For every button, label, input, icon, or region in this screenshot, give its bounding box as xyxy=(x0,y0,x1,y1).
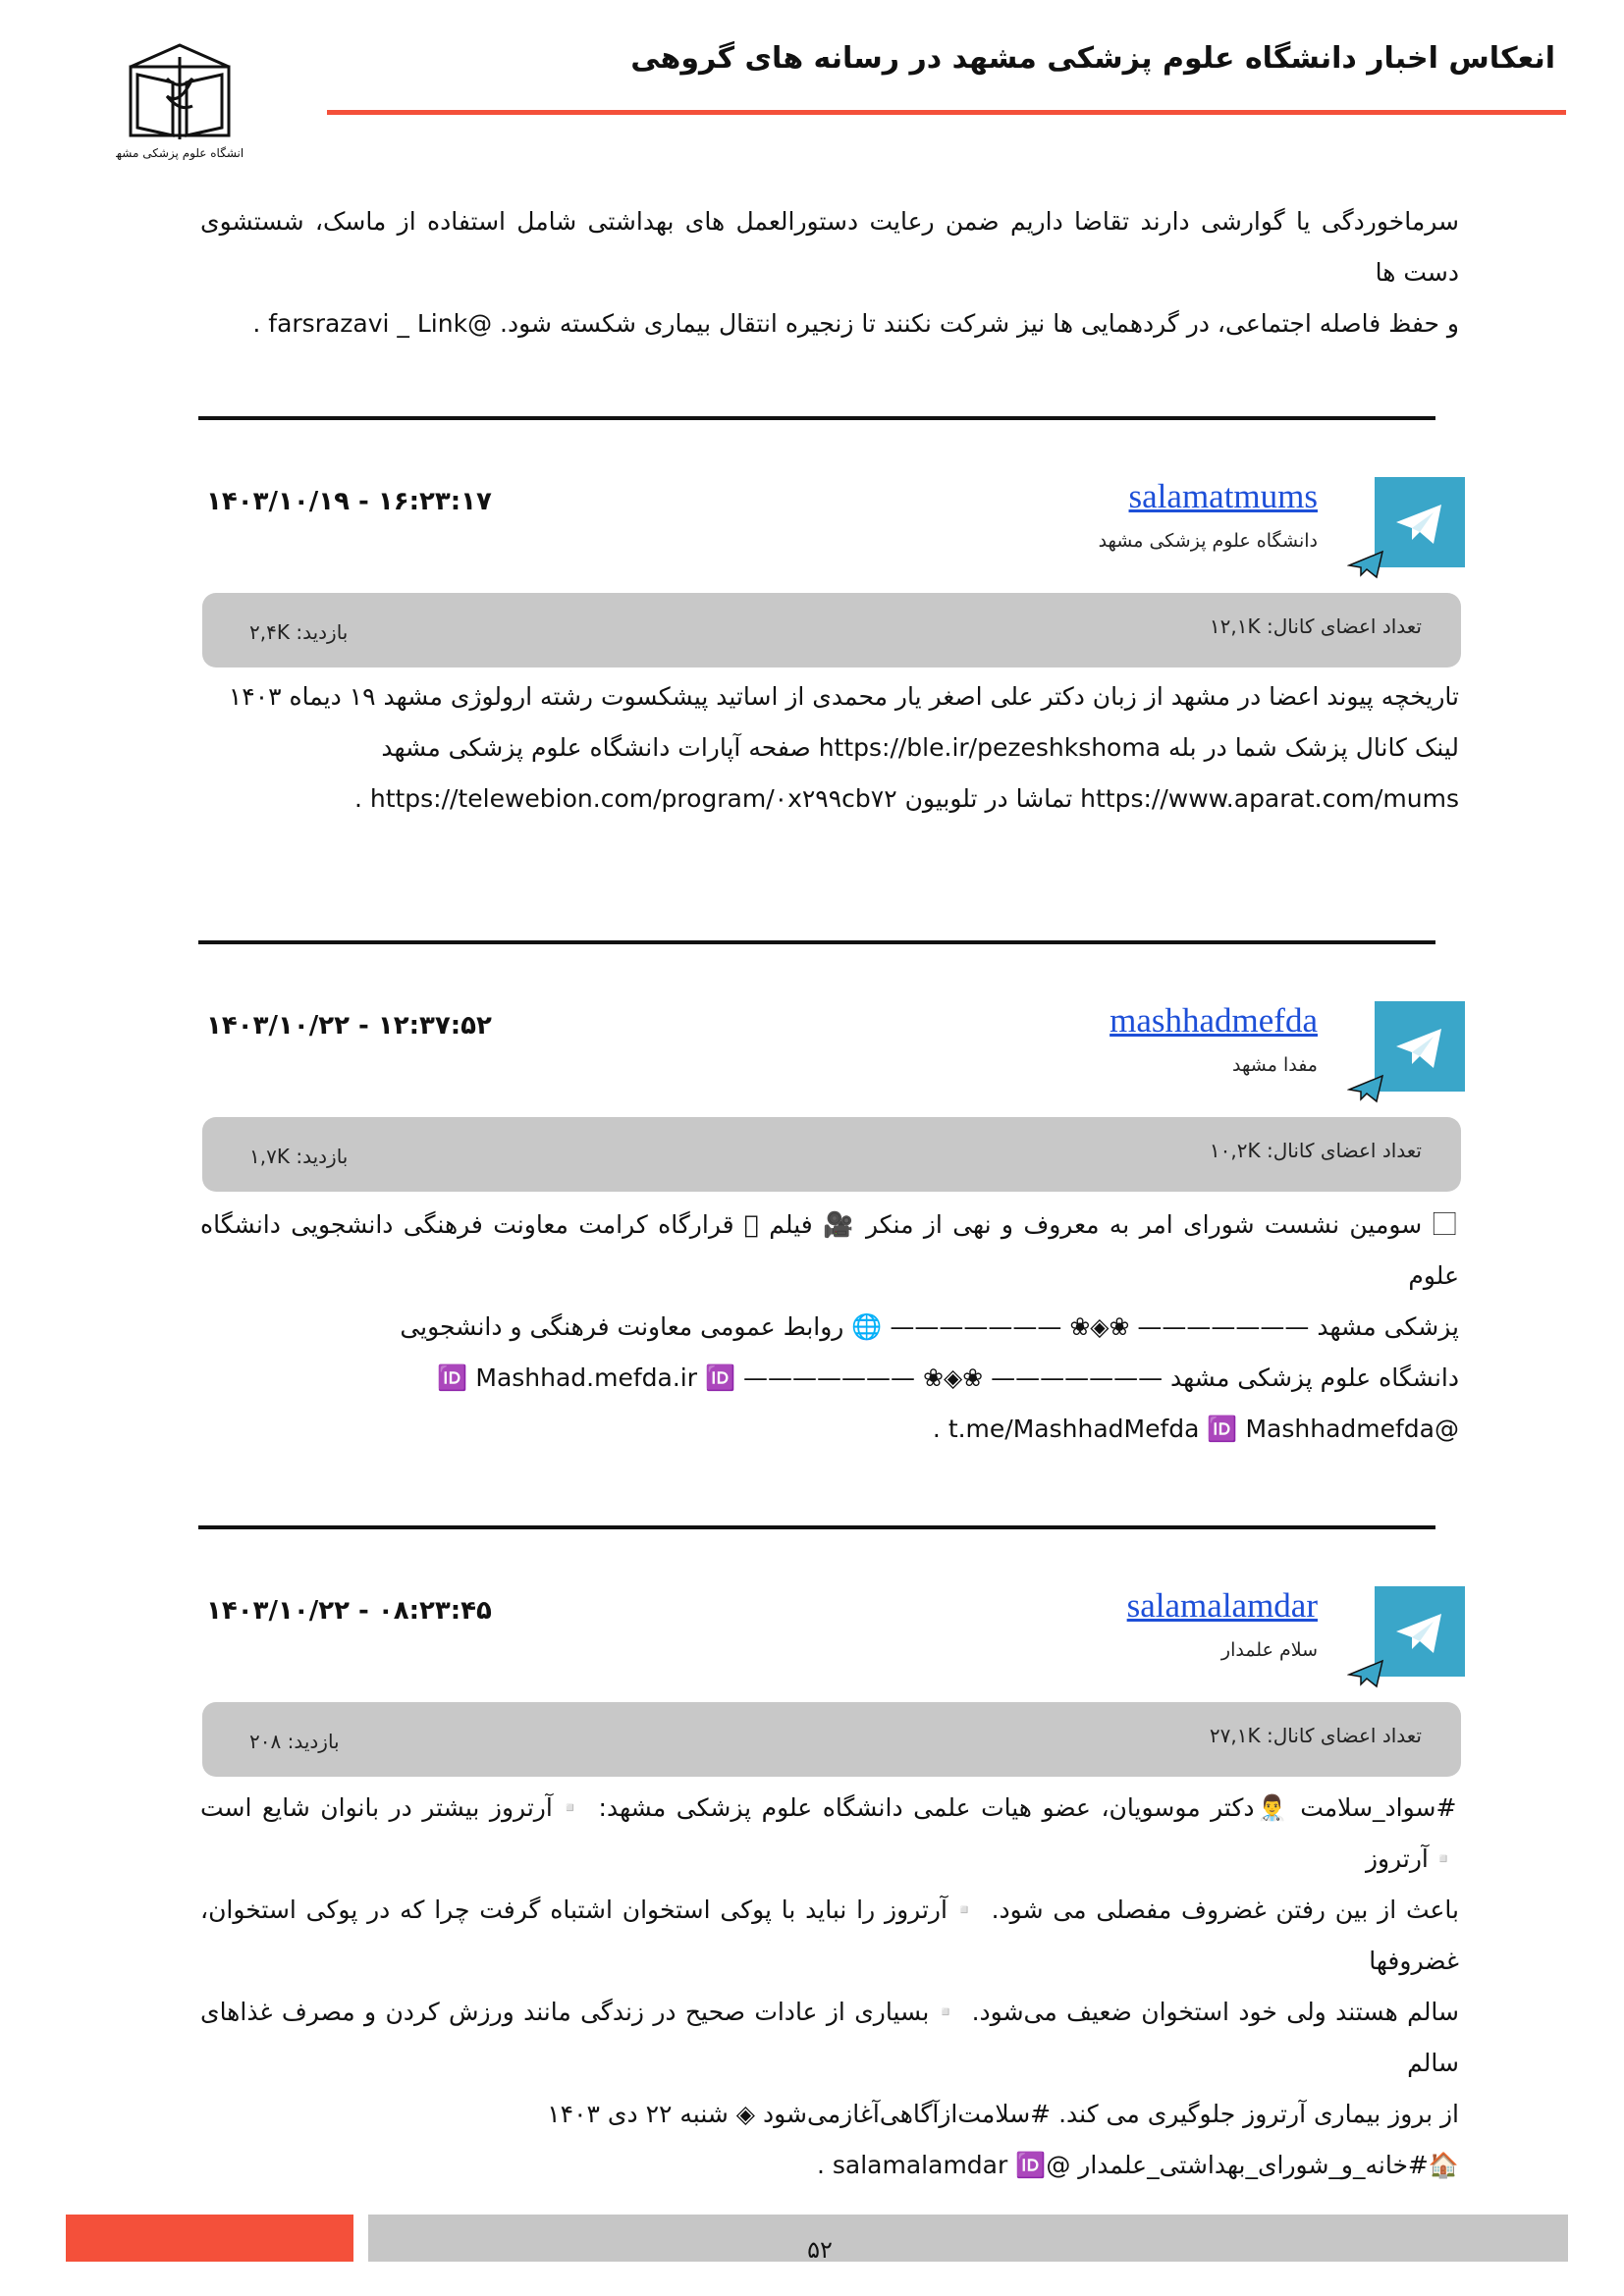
post-separator xyxy=(198,416,1435,420)
post-separator xyxy=(198,940,1435,944)
post-line: سالم هستند ولی خود استخوان ضعیف می‌شود. ▫️بسیاری از عادات صحیح در زندگی مانند ورزش کردن و مصرف غذاهای سالم xyxy=(200,1998,1459,2077)
views-count: بازدید: ۱,۷K xyxy=(249,1145,349,1168)
views-count: بازدید: ۲,۴K xyxy=(249,620,349,644)
post-separator xyxy=(198,1525,1435,1529)
post-line: پزشکی مشهد ——————— ❀◈❀ ——————— 🌐 روابط عمومی معاونت فرهنگی و دانشجویی xyxy=(400,1312,1459,1341)
footer-bar xyxy=(368,2215,1568,2262)
channel-link[interactable]: mashhadmefda xyxy=(1110,1001,1318,1040)
post-body xyxy=(200,1783,1459,2191)
post-line: https://www.aparat.com/mums تماشا در تلوبیون https://telewebion.com/program/۰x۲۹۹cb۷۲ . xyxy=(353,784,1459,813)
members-count: تعداد اعضای کانال: ۲۷,۱K xyxy=(1209,1724,1422,1747)
channel-title: دانشگاه علوم پزشکی مشهد xyxy=(1098,530,1318,552)
page-number: ۵۲ xyxy=(807,2236,833,2264)
post-line: ⃞ سومین نشست شورای امر به معروف و نهی از منکر 🎥 فیلم ⃞ قرارگاه کرامت معاونت فرهنگی دانشجویی دانشگاه علوم xyxy=(200,1210,1459,1290)
post-line: باعث از بین رفتن غضروف مفصلی می شود. ▫️آرتروز را نباید با پوکی استخوان اشتباه گرفت چرا که در پوکی استخوان، غضروفها xyxy=(200,1896,1459,1975)
channel-link[interactable]: salamalamdar xyxy=(1126,1586,1318,1625)
stats-bar xyxy=(202,1702,1461,1777)
post-body xyxy=(200,671,1459,825)
channel-title: سلام علمدار xyxy=(1220,1639,1318,1661)
intro-line: سرماخوردگی یا گوارشی دارند تقاضا داریم ضمن رعایت دستورالعمل های بهداشتی شامل استفاده از ماسک، شستشوی دست ها xyxy=(200,207,1459,287)
views-count: بازدید: ۲۰۸ xyxy=(249,1730,340,1753)
post-datetime: ۱۴۰۳/۱۰/۲۲ - ۰۸:۲۳:۴۵ xyxy=(206,1596,492,1626)
post-line: از بروز بیماری آرتروز جلوگیری می کند. #سلامت‌از‌آگاهی‌آغاز‌می‌شود ◈ شنبه ۲۲ دی ۱۴۰۳ xyxy=(547,2100,1459,2128)
telegram-icon xyxy=(1373,1001,1465,1094)
channel-title: مفدا مشهد xyxy=(1232,1054,1318,1076)
post-line: 🏠#خانه_و_شورای_بهداشتی_علمدار @salamalamdar 🆔 . xyxy=(816,2151,1459,2179)
members-count: تعداد اعضای کانال: ۱۲,۱K xyxy=(1209,614,1422,638)
post-line: تاریخچه پیوند اعضا در مشهد از زبان دکتر علی اصغر یار محمدی از اساتید پیشکسوت رشته ارولوژی مشهد ۱۹ دیماه ۱۴۰۳ xyxy=(228,682,1459,711)
post-line: دانشگاه علوم پزشکی مشهد ——————— ❀◈❀ ——————— 🆔 Mashhad.mefda.ir 🆔 xyxy=(437,1363,1459,1392)
stats-bar xyxy=(202,1117,1461,1192)
telegram-icon xyxy=(1373,1586,1465,1679)
post-datetime: ۱۴۰۳/۱۰/۱۹ - ۱۶:۲۳:۱۷ xyxy=(206,487,492,516)
logo-caption: دانشگاه علوم پزشکی مشهد xyxy=(116,146,244,160)
post-line: لینک کانال پزشک شما در بله https://ble.ir/pezeshkshoma صفحه آپارات دانشگاه علوم پزشکی مشهد xyxy=(381,733,1459,762)
post-body xyxy=(200,1200,1459,1455)
footer-accent-bar xyxy=(66,2215,353,2262)
page-title: انعکاس اخبار دانشگاه علوم پزشکی مشهد در رسانه های گروهی xyxy=(630,41,1555,76)
members-count: تعداد اعضای کانال: ۱۰,۲K xyxy=(1209,1139,1422,1162)
post-datetime: ۱۴۰۳/۱۰/۲۲ - ۱۲:۳۷:۵۲ xyxy=(206,1011,492,1041)
stats-bar xyxy=(202,593,1461,667)
telegram-icon xyxy=(1373,477,1465,569)
channel-link[interactable]: salamatmums xyxy=(1128,477,1318,515)
post-line: #سواد_سلامت 👨‍⚕️دکتر موسویان، عضو هیات علمی دانشگاه علوم پزشکی مشهد: ▫️آرتروز بیشتر در بانوان شایع است ▫️آرتروز xyxy=(200,1793,1459,1873)
intro-line: و حفظ فاصله اجتماعی، در گردهمایی ها نیز شرکت نکنند تا زنجیره انتقال بیماری شکسته شود. @farsrazavi _ Link . xyxy=(252,309,1459,338)
header-divider xyxy=(327,110,1566,115)
intro-paragraph xyxy=(200,196,1459,349)
post-line: @t.me/MashhadMefda 🆔 Mashhadmefda . xyxy=(932,1415,1459,1443)
university-logo xyxy=(116,37,244,170)
